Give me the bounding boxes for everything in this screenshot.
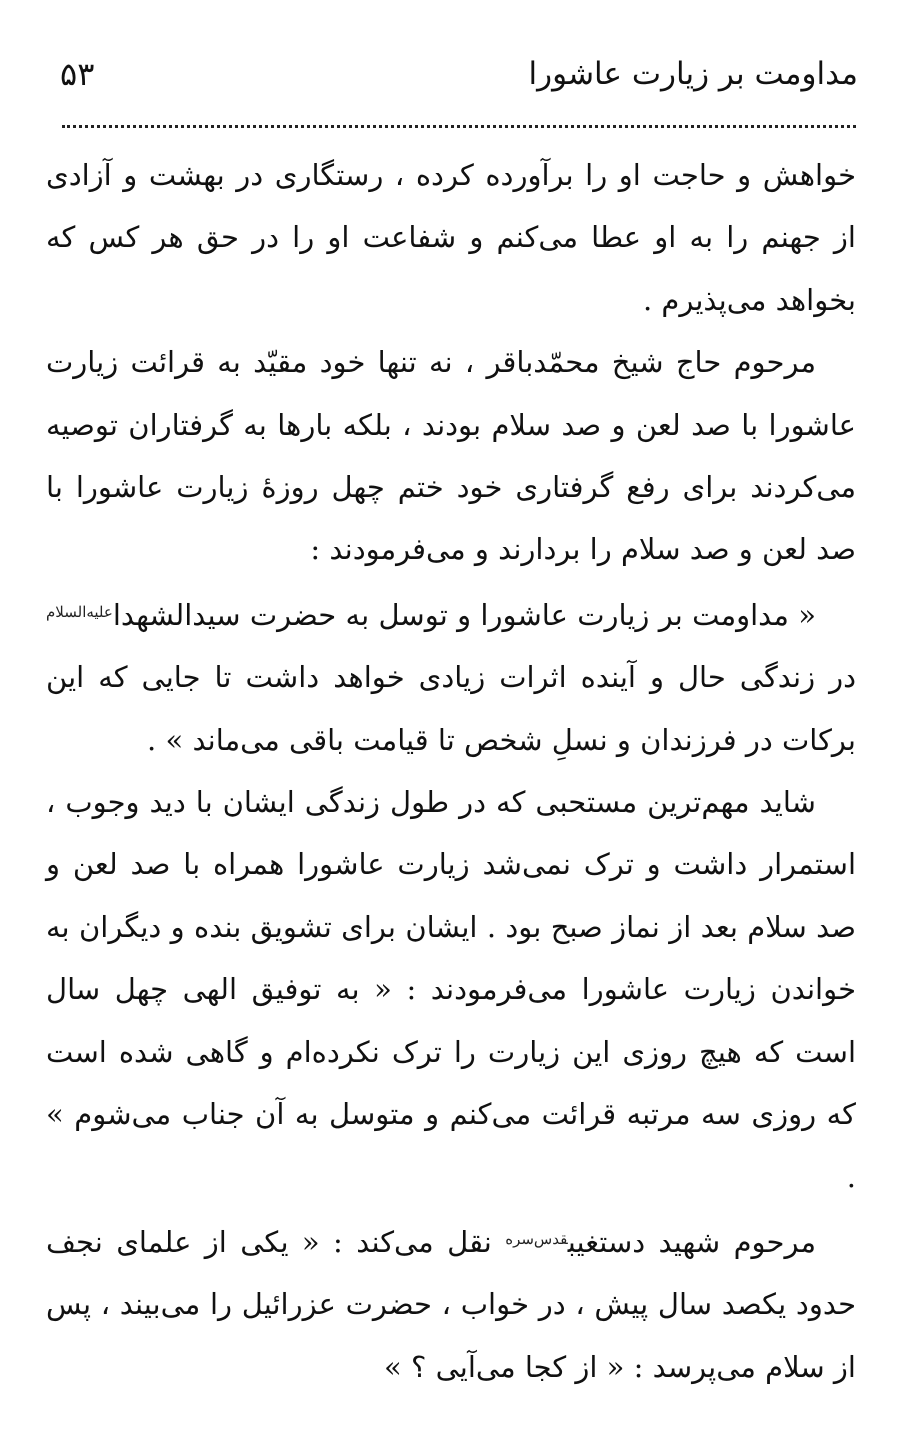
paragraph-1: خواهش و حاجت او را برآورده کرده ، رستگاری در بهشت و آزادی از جهنم را به او عطا می‌کنم و شفاعت او را در حق هر کس که بخواهد می‌پذیرم . — [46, 158, 856, 317]
running-title: مداومت بر زیارت عاشورا — [528, 56, 858, 92]
body-text — [46, 144, 856, 1398]
paragraph-5-text-end: نقل می‌کند : « یکی از علمای نجف حدود یکصد سال پیش ، در خواب ، حضرت عزرائیل را می‌بیند ، پس از سلام می‌پرسد : « از کجا می‌آیی ؟ » — [46, 1224, 856, 1384]
paragraph-4: شاید مهم‌ترین مستحبی که در طول زندگی ایشان با دید وجوب ، استمرار داشت و ترک نمی‌شد زیارت عاشورا همراه با صد لعن و صد سلام بعد از نماز صبح بود . ایشان برای تشویق بنده و دیگران به خواندن زیارت عاشورا می‌فرمودند : « به توفیق الهی چهل سال است که هیچ روزی این زیارت را ترک نکرده‌ام و گاهی شده است که روزی سه مرتبه قرائت می‌کنم و متوسل به آن جناب می‌شوم » . — [46, 785, 856, 1194]
paragraph-5-text-start: مرحوم شهید دستغیب — [567, 1224, 816, 1259]
honorific-ligature-alayhi-salam: علیه‌السلام — [46, 602, 113, 621]
paragraph-2: مرحوم حاج شیخ محمّدباقر ، نه تنها خود مقیّد به قرائت زیارت عاشورا با صد لعن و صد سلام بودند ، بلکه بارها به گرفتاران توصیه می‌کردند برای رفع گرفتاری خود ختم چهل روزهٔ زیارت عاشورا با صد لعن و صد سلام را بردارند و می‌فرمودند : — [46, 345, 856, 567]
honorific-ligature-quddisa-sirruh: قدس‌سره — [505, 1229, 568, 1248]
paragraph-3-text-start: « مداومت بر زیارت عاشورا و توسل به حضرت سیدالشهدا — [112, 597, 816, 632]
paragraph-5 — [46, 1208, 856, 1398]
page-number: ۵۳ — [60, 55, 95, 93]
running-header — [60, 44, 858, 104]
paragraph-3-text-end: در زندگی حال و آینده اثرات زیادی خواهد داشت تا جایی که این برکات در فرزندان و نسلِ شخص تا قیامت باقی می‌ماند » . — [46, 660, 856, 757]
paragraph-3-quote — [46, 581, 856, 771]
header-dotted-rule — [62, 125, 856, 128]
